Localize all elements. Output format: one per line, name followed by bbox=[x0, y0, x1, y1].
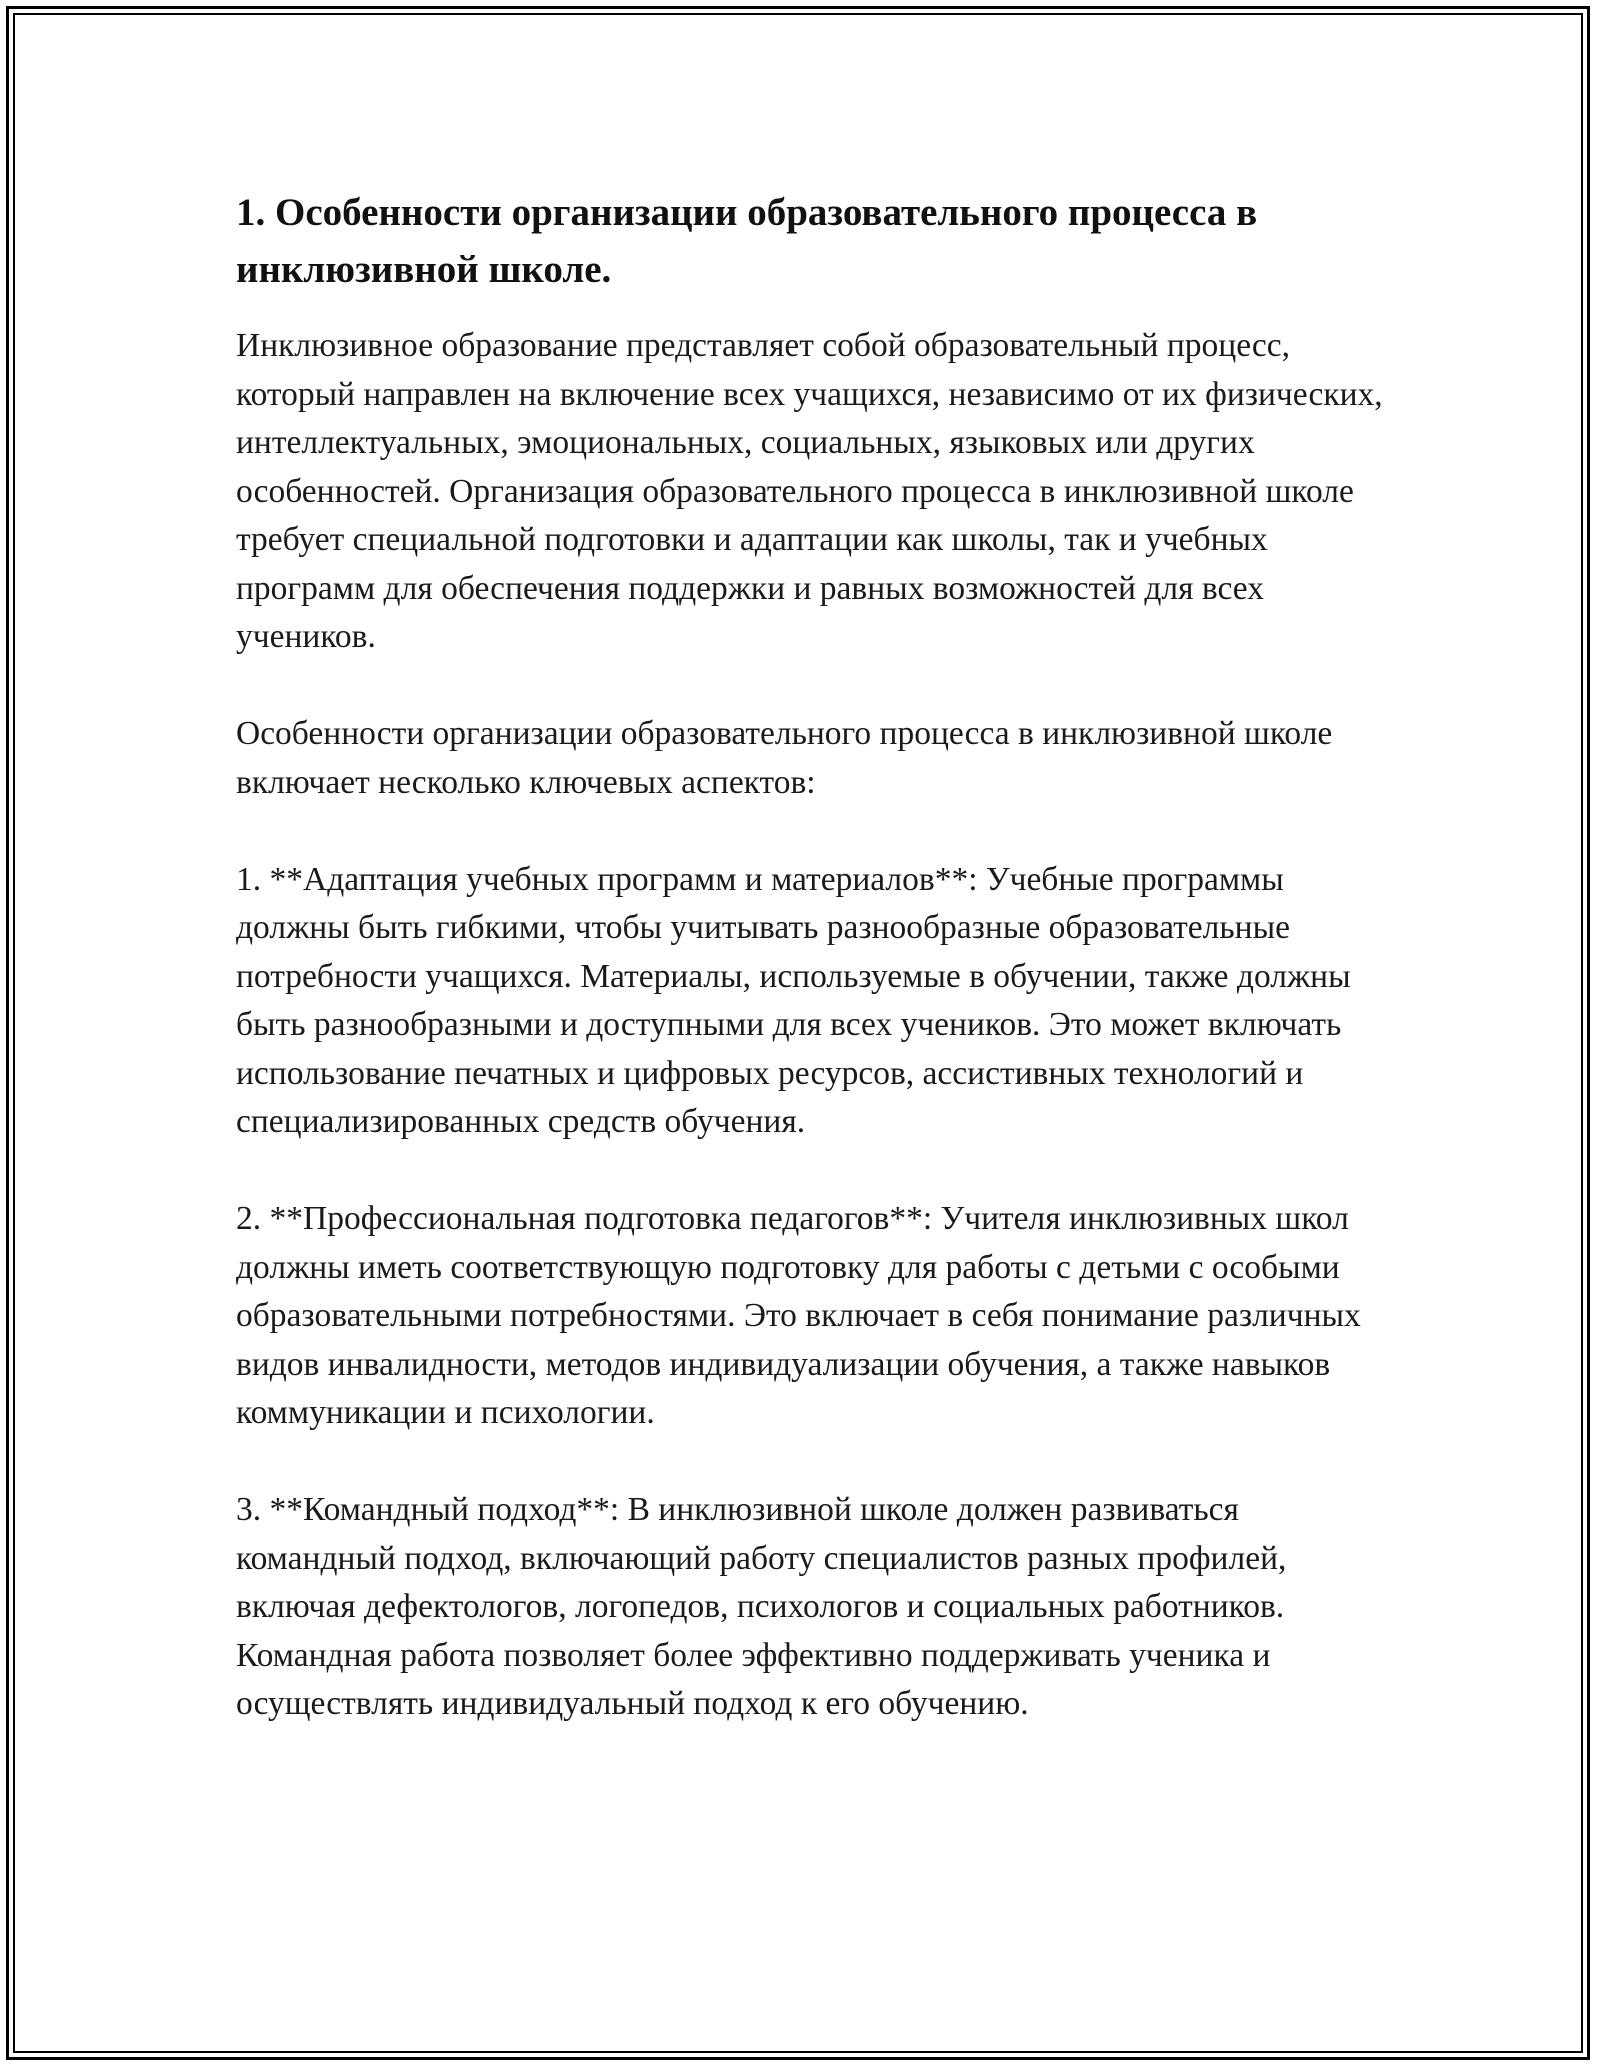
document-title: 1. Особенности организации образовательного процесса в инклюзивной школе. bbox=[236, 191, 1258, 291]
paragraph-item-2: 2. **Профессиональная подготовка педагогов**: Учителя инклюзивных школ должны иметь соответствующую подготовку для работы с детьми с особыми образовательными потребностями. Это включает в себя понимание различных видов инвалидности, методов индивидуализации обучения, а также навыков коммуникации и психологии. bbox=[236, 1200, 1361, 1431]
paragraph-item-3: 3. **Командный подход**: В инклюзивной школе должен развиваться командный подход, включающий работу специалистов разных профилей, включая дефектологов, логопедов, психологов и социальных работников. Командная работа позволяет более эффективно поддерживать ученика и осуществлять индивидуальный подход к его обучению. bbox=[236, 1491, 1287, 1722]
paragraph-item-1: 1. **Адаптация учебных программ и материалов**: Учебные программы должны быть гибкими, чтобы учитывать разнообразные образовательные потребности учащихся. Материалы, используемые в обучении, также должны быть разнообразными и доступными для всех учеников. Это может включать использование печатных и цифровых ресурсов, ассистивных технологий и специализированных средств обучения. bbox=[236, 860, 1351, 1140]
paragraph-intro: Инклюзивное образование представляет собой образовательный процесс, который направлен на включение всех учащихся, независимо от их физических, интеллектуальных, эмоциональных, социальных, языковых или других особенностей. Организация образовательного процесса в инклюзивной школе требует специальной подготовки и адаптации как школы, так и учебных программ для обеспечения поддержки и равных возможностей для всех учеников. bbox=[236, 327, 1383, 655]
document-page bbox=[236, 184, 1386, 1777]
paragraph-aspects-lead: Особенности организации образовательного процесса в инклюзивной школе включает несколько ключевых аспектов: bbox=[236, 715, 1333, 801]
